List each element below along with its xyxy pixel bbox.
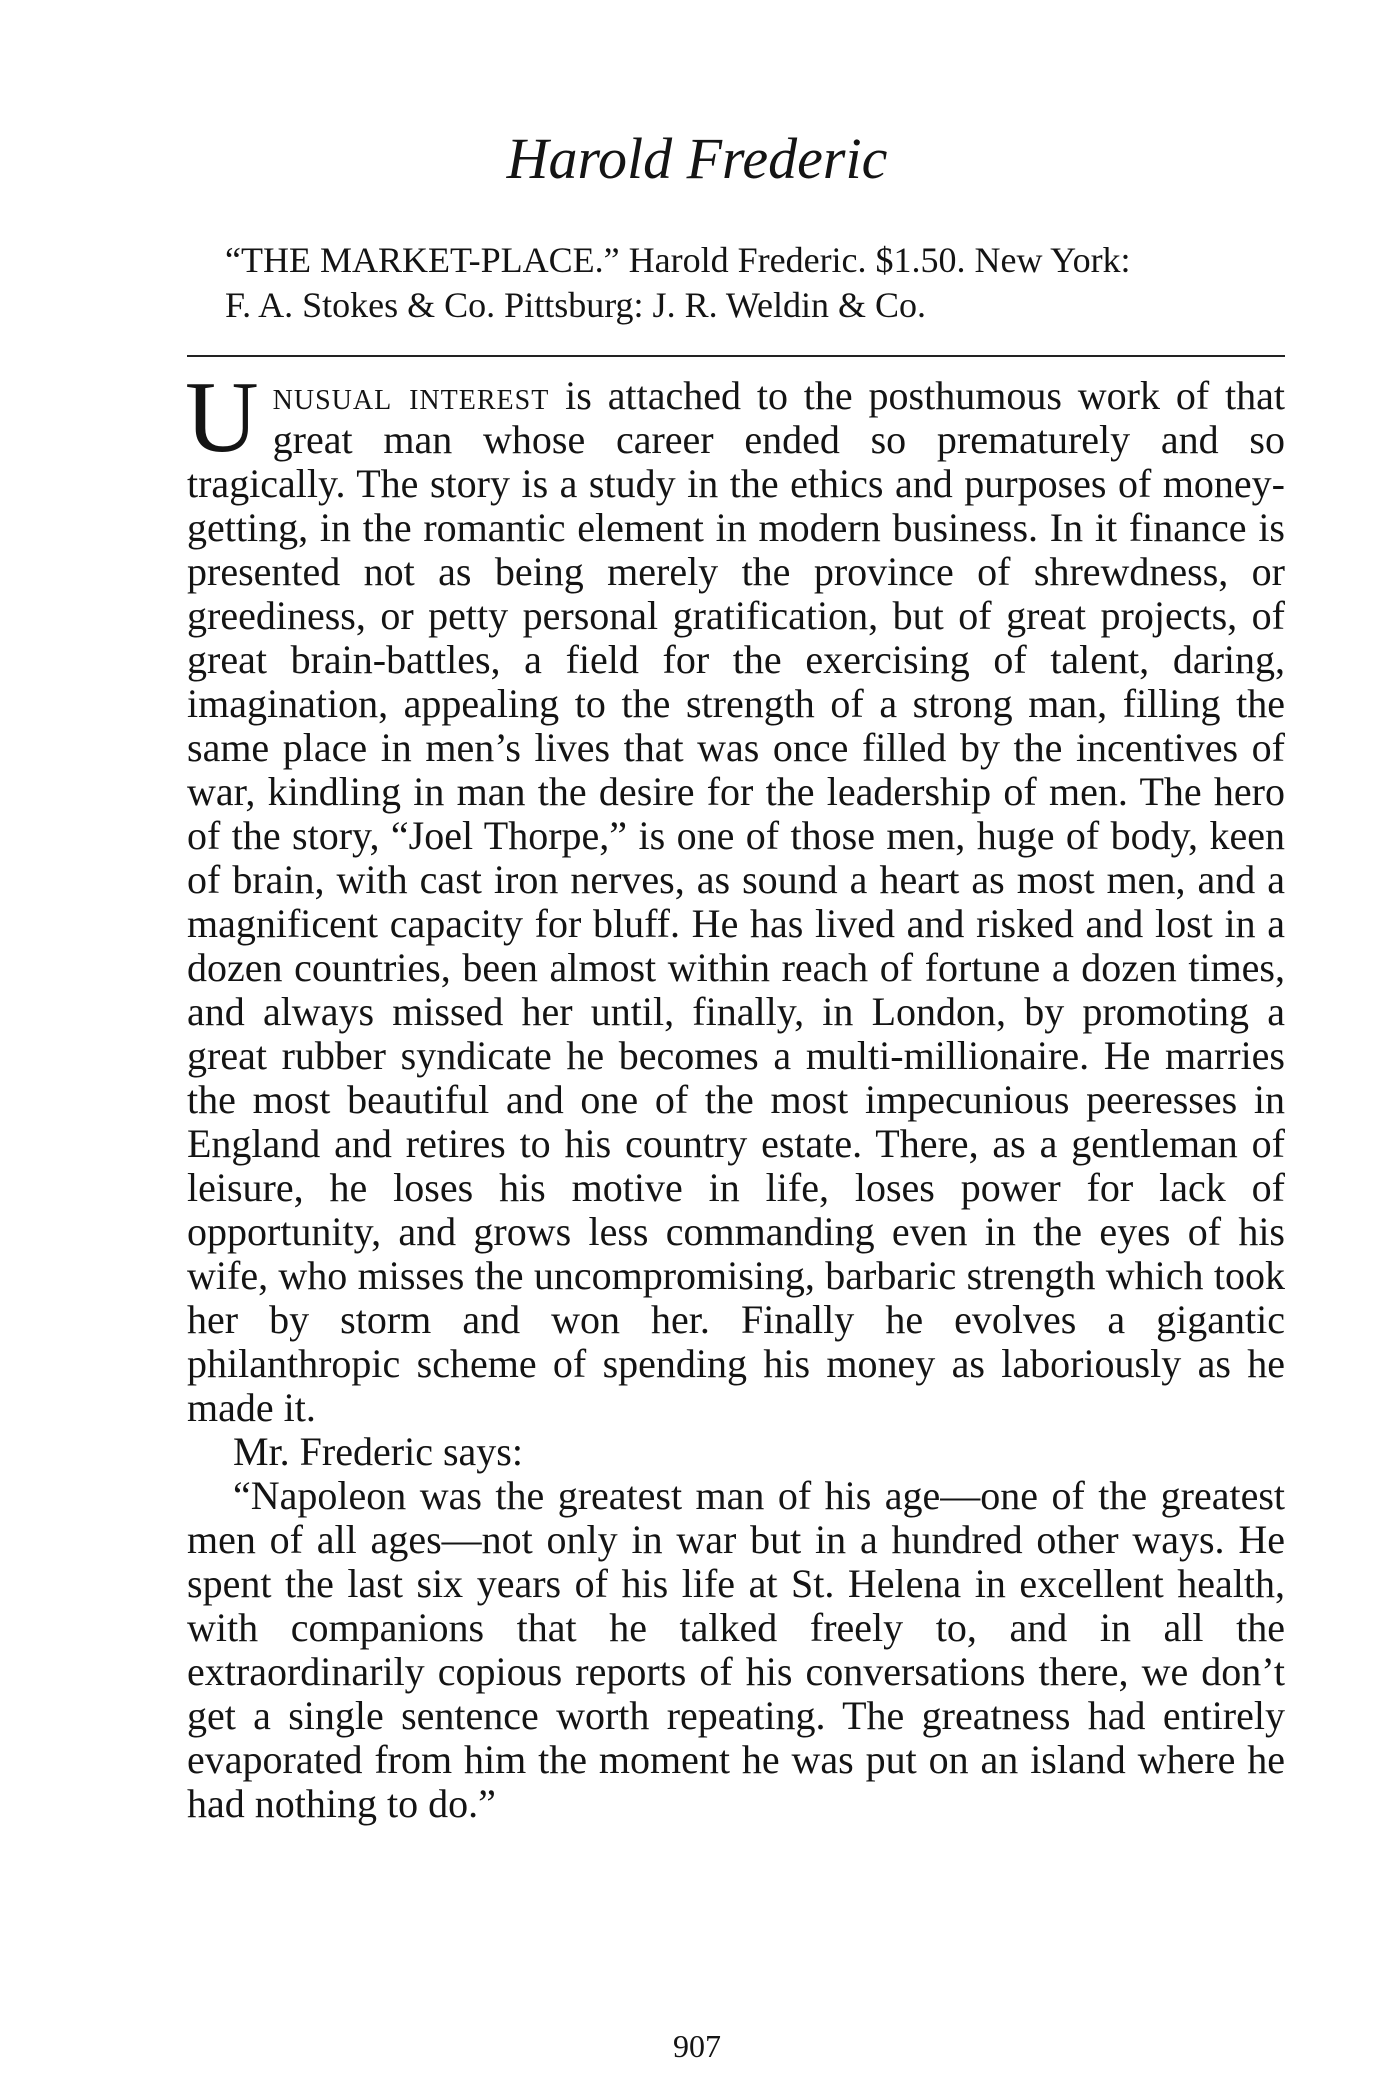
page-number: 907 [673,2028,721,2064]
paragraph-3-quote: “Napoleon was the greatest man of his age—one of the greatest men of all ages—not only in war but in a hundred other ways. He spent the last six years of his life at St. Helena in excellent health, with companions that he talked freely to, and in all the extraordinarily copious reports of his conversations there, we don’t get a single sentence worth repeating. The greatness had entirely evaporated from him the moment he was put on an island where he had nothing to do.” [187,1473,1285,1826]
citation-line-1: “THE MARKET-PLACE.” Harold Frederic. $1.50. New York: [225,240,1131,280]
book-citation [225,238,1285,328]
section-divider [187,355,1285,357]
paragraph-1 [185,361,1285,1430]
page-title: Harold Frederic [506,126,888,191]
drop-cap: U [185,361,259,474]
opening-smallcaps: nusual interest [272,373,550,418]
citation-line-2: F. A. Stokes & Co. Pittsburg: J. R. Weldin & Co. [225,285,927,325]
article-body [185,361,1285,1826]
paragraph-2: Mr. Frederic says: [233,1429,523,1474]
paragraph-1-text: is attached to the posthumous work of that great man whose career ended so prematurely and so tragically. The story is a study in the ethics and purposes of money-getting, in the romantic element in modern business. In it finance is presented not as being merely the province of shrewdness, or greediness, or petty personal gratification, but of great projects, of great brain-battles, a field for the exercising of talent, daring, imagination, appealing to the strength of a strong man, filling the same place in men’s lives that was once filled by the incentives of war, kindling in man the desire for the leadership of men. The hero of the story, “Joel Thorpe,” is one of those men, huge of body, keen of brain, with cast iron nerves, as sound a heart as most men, and a magnificent capacity for bluff. He has lived and risked and lost in a dozen countries, been almost within reach of fortune a dozen times, and always missed her until, finally, in London, by promoting a great rubber syndicate he becomes a multi-millionaire. He marries the most beautiful and one of the most impecunious peeresses in England and retires to his country estate. There, as a gentleman of leisure, he loses his motive in life, loses power for lack of opportunity, and grows less commanding even in the eyes of his wife, who misses the uncompromising, barbaric strength which took her by storm and won her. Finally he evolves a gigantic philanthropic scheme of spending his money as laboriously as he made it. [187,373,1285,1430]
